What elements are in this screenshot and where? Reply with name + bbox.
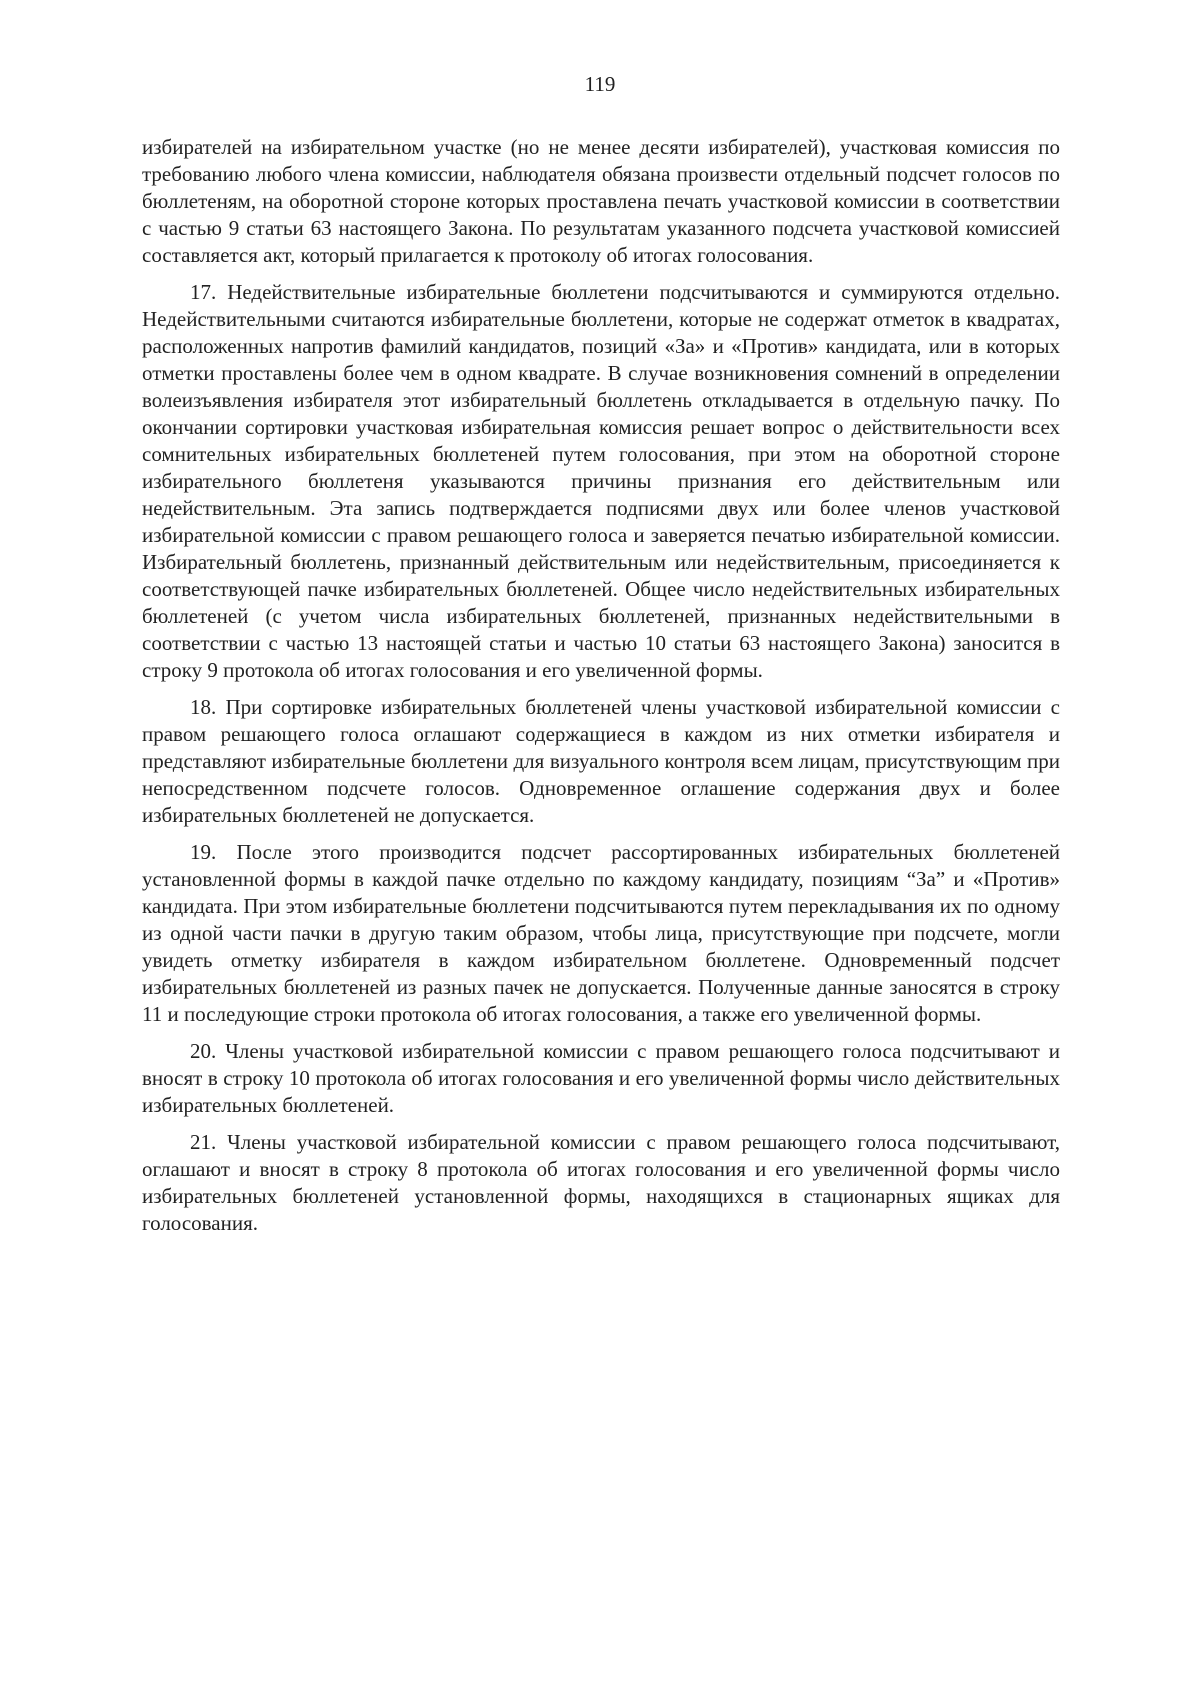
document-body — [142, 134, 1060, 1247]
paragraph-18: 18. При сортировке избирательных бюллетеней члены участковой избирательной комиссии с правом решающего голоса оглашают содержащиеся в каждом из них отметки избирателя и представляют избирательные бюллетени для визуального контроля всем лицам, присутствующим при непосредственном подсчете голосов. Одновременное оглашение содержания двух и более избирательных бюллетеней не допускается. — [142, 695, 1060, 827]
paragraph-17: 17. Недействительные избирательные бюллетени подсчитываются и суммируются отдельно. Недействительными считаются избирательные бюллетени, которые не содержат отметок в квадратах, расположенных напротив фамилий кандидатов, позиций «За» и «Против» кандидата, или в которых отметки проставлены более чем в одном квадрате. В случае возникновения сомнений в определении волеизъявления избирателя этот избирательный бюллетень откладывается в отдельную пачку. По окончании сортировки участковая избирательная комиссия решает вопрос о действительности всех сомнительных избирательных бюллетеней путем голосования, при этом на оборотной стороне избирательного бюллетеня указываются причины признания его действительным или недействительным. Эта запись подтверждается подписями двух или более членов участковой избирательной комиссии с правом решающего голоса и заверяется печатью избирательной комиссии. Избирательный бюллетень, признанный действительным или недействительным, присоединяется к соответствующей пачке избирательных бюллетеней. Общее число недействительных избирательных бюллетеней (с учетом числа избирательных бюллетеней, признанных недействительными в соответствии с частью 13 настоящей статьи и частью 10 статьи 63 настоящего Закона) заносится в строку 9 протокола об итогах голосования и его увеличенной формы. — [142, 280, 1060, 682]
page-number: 119 — [584, 72, 616, 96]
paragraph-continuation: избирателей на избирательном участке (но не менее десяти избирателей), участковая комиссия по требованию любого члена комиссии, наблюдателя обязана произвести отдельный подсчет голосов по бюллетеням, на оборотной стороне которых проставлена печать участковой комиссии в соответствии с частью 9 статьи 63 настоящего Закона. По результатам указанного подсчета участковой комиссией составляется акт, который прилагается к протоколу об итогах голосования. — [142, 135, 1060, 267]
paragraph-19: 19. После этого производится подсчет рассортированных избирательных бюллетеней установленной формы в каждой пачке отдельно по каждому кандидату, позициям “За” и «Против» кандидата. При этом избирательные бюллетени подсчитываются путем перекладывания их по одному из одной части пачки в другую таким образом, чтобы лица, присутствующие при подсчете, могли увидеть отметку избирателя в каждом избирательном бюллетене. Одновременный подсчет избирательных бюллетеней из разных пачек не допускается. Полученные данные заносятся в строку 11 и последующие строки протокола об итогах голосования, а также его увеличенной формы. — [142, 840, 1060, 1026]
paragraph-21: 21. Члены участковой избирательной комиссии с правом решающего голоса подсчитывают, оглашают и вносят в строку 8 протокола об итогах голосования и его увеличенной формы число избирательных бюллетеней установленной формы, находящихся в стационарных ящиках для голосования. — [142, 1130, 1060, 1235]
paragraph-20: 20. Члены участковой избирательной комиссии с правом решающего голоса подсчитывают и вносят в строку 10 протокола об итогах голосования и его увеличенной формы число действительных избирательных бюллетеней. — [142, 1039, 1060, 1117]
